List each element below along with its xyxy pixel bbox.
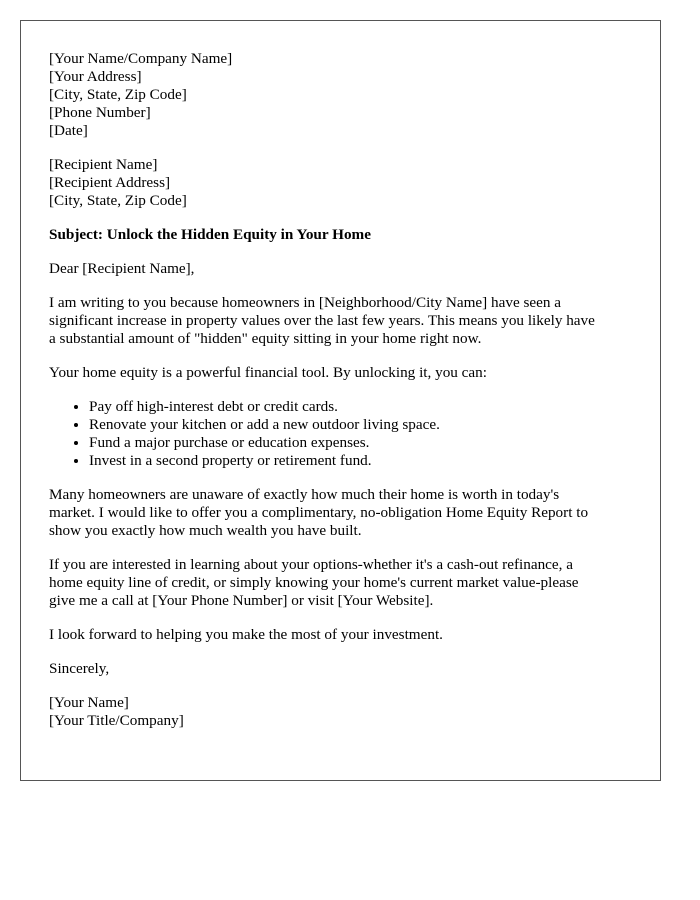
sender-name: [Your Name/Company Name] [49,50,233,67]
sender-phone: [Phone Number] [49,104,151,121]
recipient-city: [City, State, Zip Code] [49,192,187,209]
paragraph-line: a substantial amount of "hidden" equity sitting in your home right now. [49,330,482,347]
paragraph-offer [49,486,632,540]
list-item: • Renovate your kitchen or add a new outdoor living space. [89,416,632,434]
list-item: • Invest in a second property or retirement fund. [89,452,632,470]
paragraph-closing: I look forward to helping you make the most of your investment. [49,626,443,643]
paragraph-line: If you are interested in learning about your options-whether it's a cash-out refinance, a [49,556,573,573]
paragraph-intro [49,294,632,348]
list-item: • Pay off high-interest debt or credit cards. [89,398,632,416]
paragraph-line: I am writing to you because homeowners in [Neighborhood/City Name] have seen a [49,294,562,311]
closing: Sincerely, [49,660,110,677]
signature-name: [Your Name] [49,694,129,711]
recipient-name: [Recipient Name] [49,156,158,173]
salutation: Dear [Recipient Name], [49,260,195,277]
paragraph-line: significant increase in property values over the last few years. This means you likely have [49,312,595,329]
paragraph-equity-tool: Your home equity is a powerful financial tool. By unlocking it, you can: [49,364,487,381]
subject-line: Subject: Unlock the Hidden Equity in Your Home [49,226,371,243]
paragraph-options [49,556,632,610]
sender-address: [Your Address] [49,68,142,85]
recipient-block [49,156,632,210]
letter-page [20,20,661,781]
paragraph-line: Many homeowners are unaware of exactly how much their home is worth in today's [49,486,560,503]
paragraph-line: give me a call at [Your Phone Number] or visit [Your Website]. [49,592,434,609]
recipient-address: [Recipient Address] [49,174,171,191]
signature-block [49,694,632,730]
paragraph-line: show you exactly how much wealth you have built. [49,522,362,539]
signature-title: [Your Title/Company] [49,712,184,729]
paragraph-line: market. I would like to offer you a complimentary, no-obligation Home Equity Report to [49,504,589,521]
paragraph-line: home equity line of credit, or simply knowing your home's current market value-please [49,574,579,591]
sender-city: [City, State, Zip Code] [49,86,187,103]
letter-date: [Date] [49,122,88,139]
benefits-list [49,398,632,470]
sender-block [49,50,632,140]
list-item: • Fund a major purchase or education expenses. [89,434,632,452]
